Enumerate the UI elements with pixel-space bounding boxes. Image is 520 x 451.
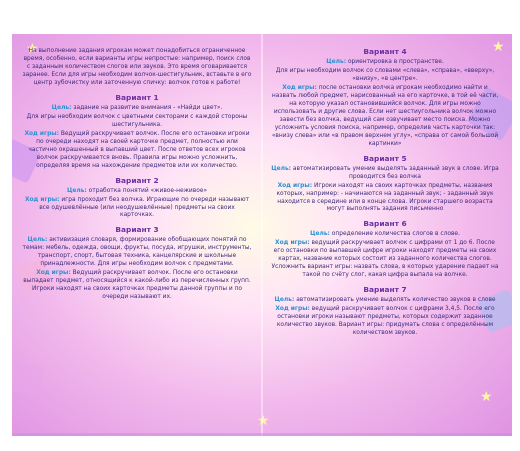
move-text: ведущий раскручивает волчок с цифрами 3,4,5. После его остановки игроки называют предметы, которых содержит заданное количество звуков. Вариант игры: придумать слова с определённым количеством звуков. [276, 306, 495, 337]
goal-text: активизация словаря, формирование обобщающих понятий по темам: мебель, одежда, овощи, фрукты, посуда, игрушки, инструменты, транспорт, спорт, бытовая техника, канцелярские и школьные принадлежности. Для игры необходим волчок с предметами. [22, 237, 252, 268]
game-instructions-spread [12, 34, 512, 436]
variant-block [270, 285, 500, 338]
bottom-edge [12, 433, 512, 436]
goal-label: Цель: [66, 187, 87, 194]
goal-text: отработка понятий «живое-неживое» [88, 187, 208, 194]
right-column [270, 42, 500, 339]
move-label: Ход игры: [36, 270, 71, 277]
left-column [22, 48, 252, 303]
star-icon: ★ [492, 39, 505, 55]
variant-title: Вариант 4 [363, 47, 407, 56]
variant-title: Вариант 2 [115, 175, 159, 185]
page-fold [261, 34, 263, 436]
goal-label: Цель: [27, 237, 48, 244]
variant-block [270, 154, 500, 215]
variant-title: Вариант 5 [363, 153, 407, 163]
variant-title: Вариант 1 [115, 92, 159, 102]
move-text: ведущий раскручивает волчок с цифрами от 1 до 6. После его остановки по выпавшей цифре игроки находят предметы на своих картах, название которых состоит из заданного количества слогов. Усложнить вариант игры: назвать слова, в которых ударение падает на такой по счёту слог, какая цифра выпала на волчке. [271, 240, 499, 279]
move-text: после остановки волчка игрокам необходимо найти и назвать любой предмет, нарисованный на его карточке, в той её части, на которую указал остановившийся волчок. Для игры можно использовать и другие слова. Если нет шестиугольника волчок можно завести без волчка, ведущий сам озвучивает место поиска. Можно усложнить условия поиска, например, определив часть карточки так: «внизу слева» или «в правом верхнем углу», «справа от самой большой картинки» [271, 84, 499, 147]
move-label: Ход игры: [24, 196, 60, 203]
move-label: Ход игры: [277, 182, 313, 189]
goal-text: автоматизировать умение выделять заданный звук в слове. Игра проводится без волчка [292, 165, 499, 180]
variant-note: Для игры необходим волчок со словами «слева», «справа», «вверху», «внизу», «в центре». [275, 67, 495, 82]
move-label: Ход игры: [24, 130, 59, 137]
variant-title: Вариант 7 [363, 285, 407, 295]
star-icon: ★ [26, 41, 39, 57]
goal-text: задание на развитие внимания - «Найди цвет». [73, 104, 223, 111]
goal-label: Цель: [274, 297, 295, 304]
move-text: Ведущий раскручивает волчок. После его остановки игроки по очереди находят на своей карточке предмет, полностью или частично окрашенный в выпавший цвет. После ответов всех игроков волчок раскручивается вновь. Правила игры можно усложнить, определяя время на нахождение предметов или их количество. [28, 130, 250, 169]
move-text: игра проходит без волчка. Играющие по очереди называют все одушевлённые (или неодушевлённые) предметы на своих карточках. [39, 196, 250, 219]
variant-block [22, 225, 252, 302]
move-text: Ведущий раскручивает волчок. После его остановки выпадает предмет, относящийся к какой-либо из перечисленных групп. Игроки находят на своих карточках предметы данной группы и по очереди называют их. [23, 270, 251, 301]
goal-label: Цель: [51, 104, 72, 111]
move-label: Ход игры: [275, 240, 310, 247]
variant-block [270, 47, 500, 149]
goal-text: автоматизировать умение выделять количество звуков в слове [296, 297, 496, 304]
goal-label: Цель: [271, 165, 292, 172]
variant-title: Вариант 6 [363, 219, 407, 229]
goal-text: ориентировка в пространстве. [347, 58, 444, 65]
variant-block [22, 93, 252, 171]
move-text: Игроки находят на своих карточках предметы, названия которых, например: - начинаются на заданный звук; - заданный звук находится в середине или в конце слова. Игроки старшего возраста могут выполнять задания письменно [276, 182, 494, 213]
decor-cube [12, 361, 45, 397]
goal-label: Цель: [326, 58, 347, 65]
move-label: Ход игры: [282, 84, 317, 91]
variant-title: Вариант 3 [115, 225, 159, 235]
variant-block [22, 176, 252, 221]
move-label: Ход игры: [275, 306, 310, 313]
star-icon: ★ [480, 389, 493, 405]
intro-text: На выполнение задания игрокам может понадобиться ограниченное время, особенно, если варианты игры непростые: например, поиск слов с заданным количеством слогов или звуков. Это время оговаривается заранее. Если для игры необходим волчок-шестигульник, вставьте в его центр зубочистку или заточенную спичку: волчок готов к работе! [22, 48, 252, 86]
goal-text: определение количества слогов в слове. [331, 231, 460, 238]
variant-note: Для игры необходим волчок с цветными секторами с каждой стороны шестигульника. [26, 113, 248, 128]
goal-label: Цель: [310, 231, 330, 238]
star-icon: ★ [257, 413, 270, 429]
variant-block [270, 219, 500, 280]
